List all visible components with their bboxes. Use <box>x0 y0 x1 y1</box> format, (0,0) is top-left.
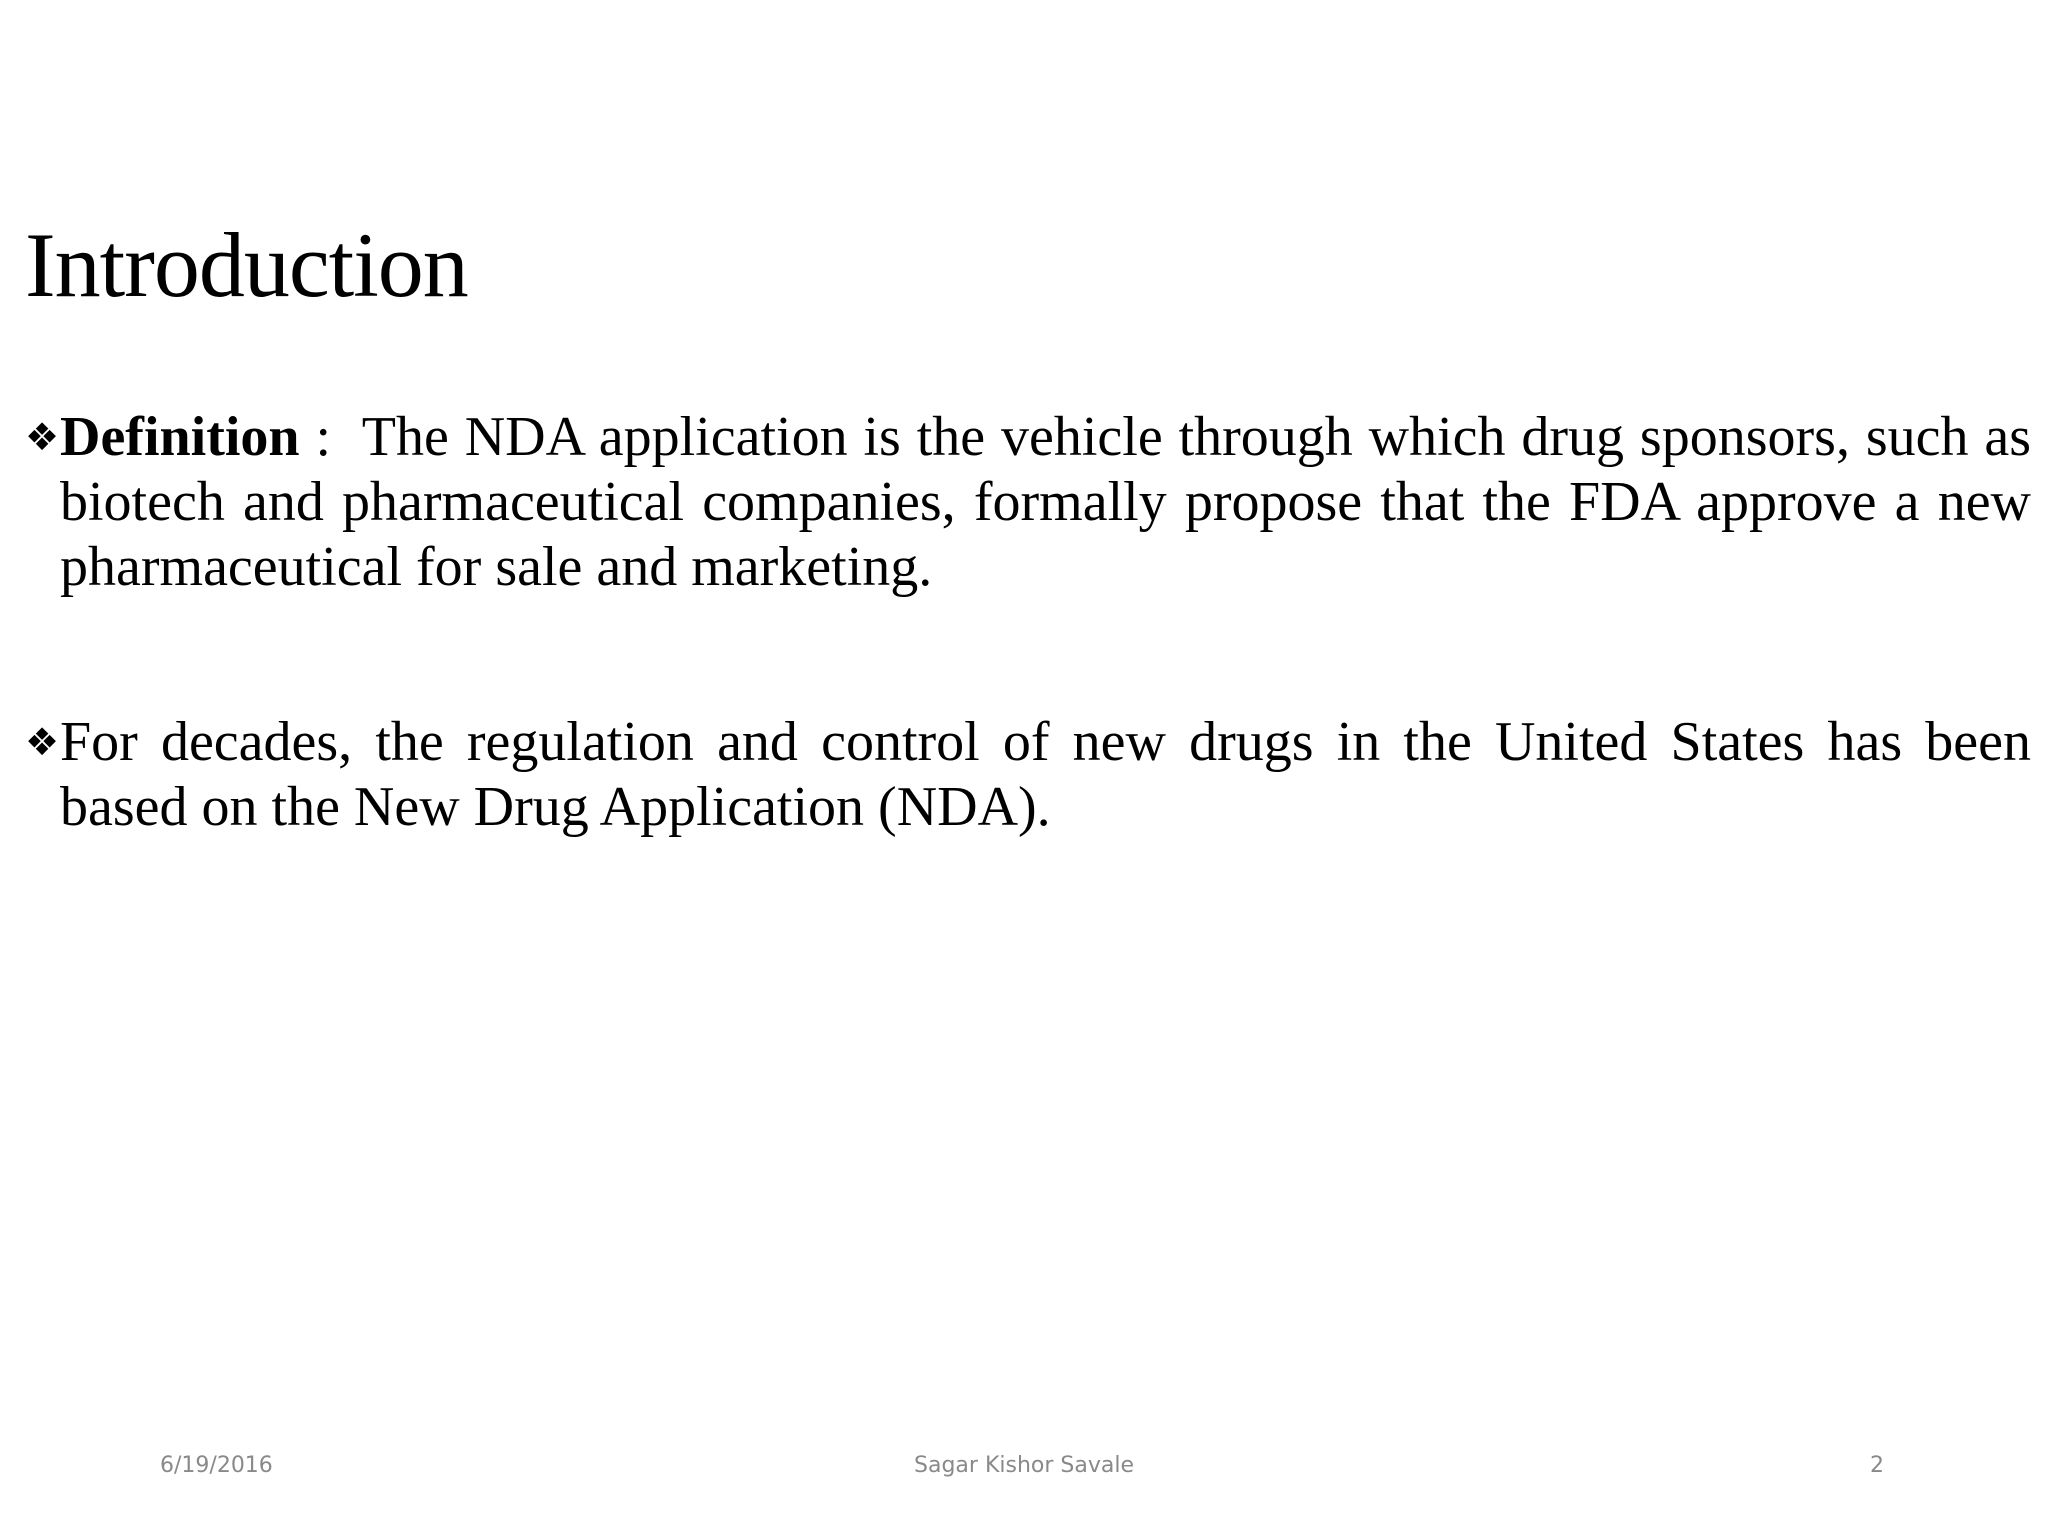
bullet-history <box>25 710 2031 840</box>
definition-term: Definition <box>60 406 300 468</box>
definition-separator: : <box>299 406 362 468</box>
bullet-list <box>25 405 2031 840</box>
bullet-definition <box>25 405 2031 600</box>
footer-page-number: 2 <box>1870 1453 1884 1478</box>
definition-text: The NDA application is the vehicle through which drug sponsors, such as biotech and pharmaceutical companies, formally propose that the FDA approve a new pharmaceutical for sale and marketing. <box>60 406 2031 598</box>
diamond-bullet-icon: ❖ <box>25 720 60 764</box>
slide-title: Introduction <box>25 214 468 316</box>
footer-author: Sagar Kishor Savale <box>914 1453 1134 1478</box>
diamond-bullet-icon: ❖ <box>25 415 60 459</box>
history-text: For decades, the regulation and control of new drugs in the United States has been based on the New Drug Application (NDA). <box>60 711 2031 838</box>
footer-date: 6/19/2016 <box>160 1453 273 1478</box>
